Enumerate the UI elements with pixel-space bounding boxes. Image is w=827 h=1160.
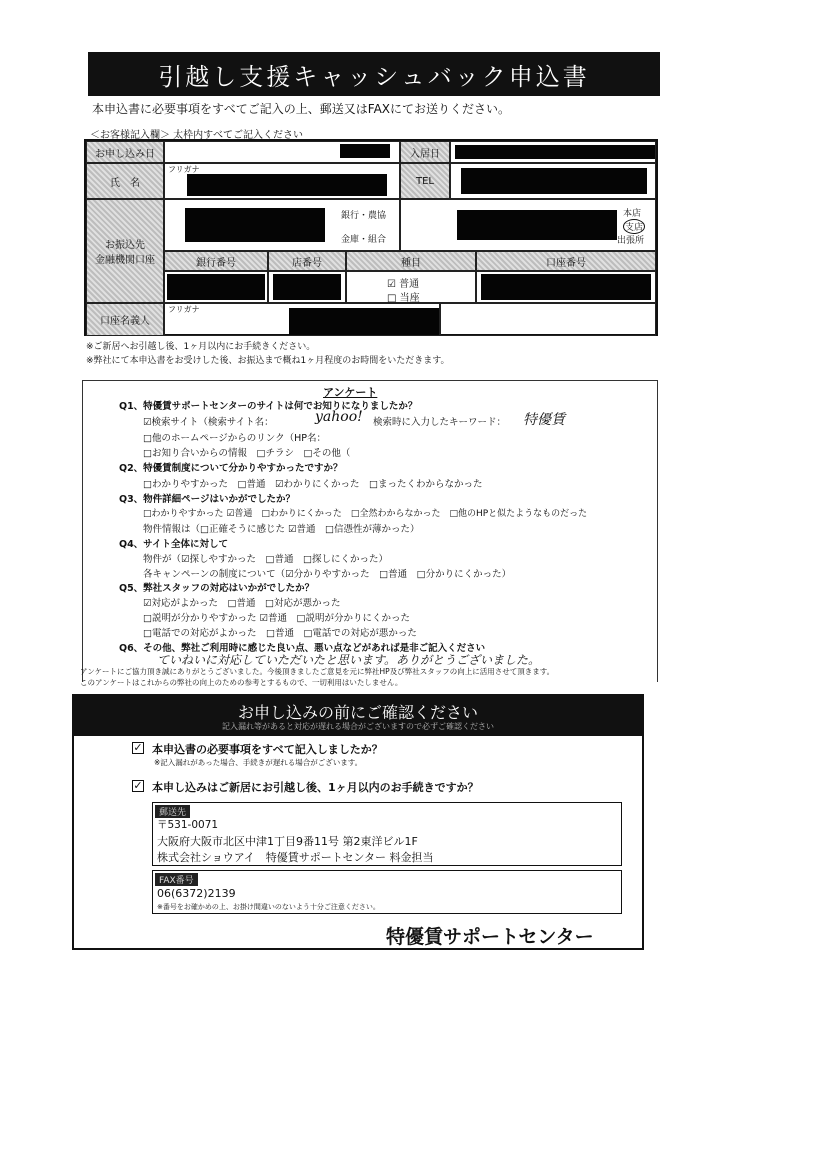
q1-handwritten-site: yahoo! — [315, 409, 363, 425]
name-field[interactable] — [164, 163, 400, 199]
confirm-checkbox-1[interactable]: ✓ — [133, 741, 143, 754]
confirm-item-1-note: ※記入漏れがあった場合、手続きが遅れる場合がございます。 — [154, 758, 363, 767]
col-account-no: 口座番号 — [476, 251, 656, 271]
phone-label: TEL — [400, 163, 450, 199]
bank-name-field[interactable] — [164, 199, 400, 251]
branch-code-field[interactable] — [268, 271, 346, 303]
branch-option-branch: 支店 — [623, 219, 645, 234]
form-note-1: ※ご新居へお引越し後、1ヶ月以内にお手続きください。 — [86, 342, 316, 352]
branch-option-main: 本店 — [623, 209, 642, 219]
q1-text: Q1、特優賃サポートセンターのサイトは何でお知りになりましたか？ — [119, 401, 418, 412]
confirm-item-2: 本申し込みはご新居にお引越し後、1ヶ月以内のお手続きですか？ — [152, 781, 479, 794]
furigana-label: フリガナ — [168, 165, 200, 174]
fax-note: ※番号をお確かめの上、お掛け間違いのないよう十分ご注意ください。 — [157, 903, 380, 911]
mail-address-box — [152, 802, 622, 866]
center-signature: 特優賃サポートセンター — [386, 926, 594, 948]
form-caption: ＜お客様記入欄＞ 太枠内すべてご記入ください — [90, 130, 303, 141]
col-bank-code: 銀行番号 — [164, 251, 268, 271]
fax-box — [152, 870, 622, 914]
fax-tag: FAX番号 — [155, 873, 198, 886]
confirmation-header — [74, 696, 642, 736]
mail-company: 株式会社ショウアイ 特優賃サポートセンター 料金担当 — [157, 851, 434, 864]
mail-tag: 郵送先 — [155, 805, 190, 818]
q3-text: Q3、物件詳細ページはいかがでしたか？ — [119, 494, 295, 505]
survey-title: アンケート — [323, 386, 378, 399]
q1-option-search[interactable]: ☑検索サイト（検索サイト名： — [143, 417, 274, 428]
q1-handwritten-keyword: 特優賃 — [523, 412, 565, 428]
q1-option-other[interactable]: □お知り合いからの情報 □チラシ □その他（ — [143, 448, 351, 459]
survey-footnote-1: アンケートにご協力頂き誠にありがとうございました。今後頂きましたご意見を元に弊社HP及び弊社スタッフの向上に活用させて頂きます。 — [80, 667, 555, 676]
q1-keyword-label: 検索時に入力したキーワード： — [373, 417, 507, 428]
account-type-field[interactable] — [346, 271, 476, 303]
form-note-2: ※弊社にて本申込書をお受けした後、お振込まで概ね1ヶ月程度のお時間をいただきます。 — [86, 356, 450, 366]
confirmation-subtitle: 記入漏れ等があると対応が遅れる場合がございますので必ずご確認ください — [222, 722, 494, 731]
holder-field[interactable] — [164, 303, 440, 336]
q4-sub1[interactable]: 物件が（☑探しやすかった □普通 □探しにくかった） — [143, 554, 388, 565]
q6-handwritten-answer: ていねいに対応していただいたと思います。ありがとうございました。 — [157, 653, 541, 667]
survey-section — [82, 380, 658, 682]
q5-sub3[interactable]: □電話での対応がよかった □普通 □電話での対応が悪かった — [143, 628, 417, 639]
q1-option-link[interactable]: □他のホームページからのリンク（HP名： — [143, 433, 326, 444]
bank-option-bank: 銀行・農協 — [341, 211, 387, 221]
account-type-checkbox[interactable]: ☑ 普通 — [387, 279, 420, 290]
bank-option-shinkin: 金庫・組合 — [341, 235, 387, 245]
bank-code-field[interactable] — [164, 271, 268, 303]
holder-furigana-label: フリガナ — [168, 305, 200, 314]
mail-address: 大阪府大阪市北区中津1丁目9番11号 第2東洋ビル1F — [157, 835, 418, 848]
name-label: 氏 名 — [86, 163, 164, 199]
confirmation-title: お申し込みの前にご確認ください — [237, 703, 478, 722]
confirmation-section — [72, 694, 644, 950]
q4-text: Q4、サイト全体に対して — [119, 539, 229, 550]
move-in-label: 入居日 — [400, 141, 450, 163]
q6-text: Q6、その他、弊社ご利用時に感じた良い点、悪い点などがあれば是非ご記入ください — [119, 643, 486, 654]
branch-option-office: 出張所 — [617, 236, 645, 246]
application-date-field[interactable] — [164, 141, 400, 163]
q3-sub[interactable]: 物件情報は（□正確そうに感じた ☑普通 □信憑性が薄かった） — [143, 524, 420, 535]
account-type-current[interactable]: □ 当座 — [387, 293, 420, 304]
col-branch-code: 店番号 — [268, 251, 346, 271]
q5-sub1[interactable]: ☑対応がよかった □普通 □対応が悪かった — [143, 598, 341, 609]
q5-text: Q5、弊社スタッフの対応はいかがでしたか？ — [119, 583, 315, 594]
holder-extra-field[interactable] — [440, 303, 656, 336]
q3-options[interactable]: □わかりやすかった ☑普通 □わかりにくかった □全然わからなかった □他のHPと似たようなものだった — [143, 509, 588, 519]
application-date-label: お申し込み日 — [86, 141, 164, 163]
fax-number: 06(6372)2139 — [157, 887, 236, 900]
bank-label: お振込先 金融機関口座 — [86, 199, 164, 303]
application-form — [84, 139, 658, 336]
branch-name-field[interactable] — [400, 199, 656, 251]
document-title: 引越し支援キャッシュバック申込書 — [88, 52, 660, 96]
move-in-field[interactable] — [450, 141, 656, 163]
phone-field[interactable] — [450, 163, 656, 199]
instruction-text: 本申込書に必要事項をすべてご記入の上、郵送又はFAXにてお送りください。 — [92, 102, 510, 116]
holder-label: 口座名義人 — [86, 303, 164, 336]
q2-options[interactable]: □わかりやすかった □普通 ☑わかりにくかった □まったくわからなかった — [143, 479, 483, 490]
col-type: 種目 — [346, 251, 476, 271]
confirm-checkbox-2[interactable]: ✓ — [133, 779, 143, 792]
postal-code: 〒531-0071 — [157, 819, 219, 831]
q5-sub2[interactable]: □説明が分かりやすかった ☑普通 □説明が分かりにくかった — [143, 613, 410, 624]
account-no-field[interactable] — [476, 271, 656, 303]
confirm-item-1: 本申込書の必要事項をすべて記入しましたか？ — [152, 743, 383, 756]
survey-footnote-2: このアンケートはこれからの弊社の向上のための参考とするもので、一切利用はいたしません。 — [80, 678, 403, 687]
q4-sub2[interactable]: 各キャンペーンの制度について（☑分かりやすかった □普通 □分かりにくかった） — [143, 569, 512, 580]
q2-text: Q2、特優賃制度について分かりやすかったですか？ — [119, 463, 343, 474]
